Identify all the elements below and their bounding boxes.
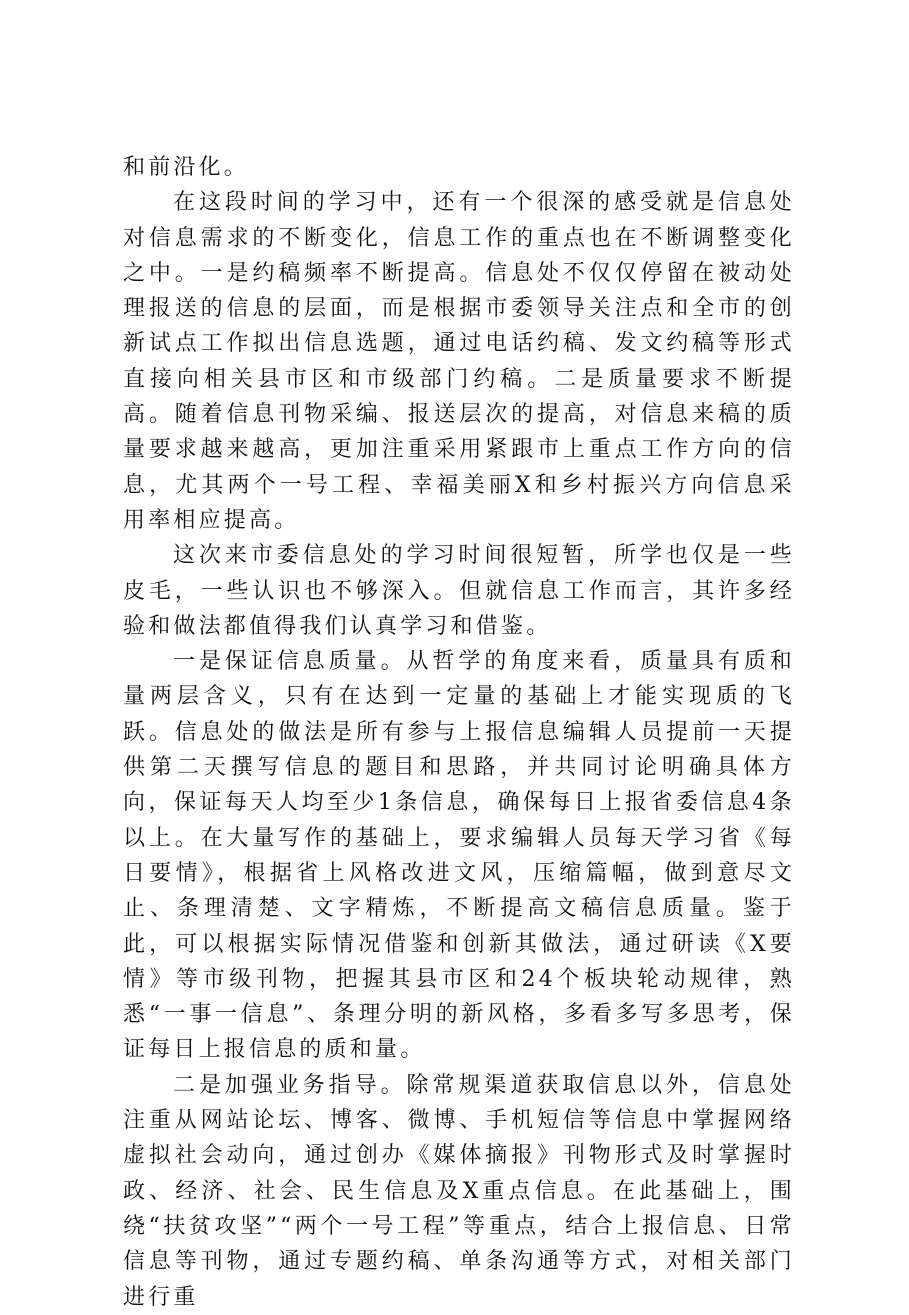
document-page: [123, 150, 795, 1315]
paragraph-business-guidance: 二是加强业务指导。除常规渠道获取信息以外，信息处注重从网站论坛、博客、微博、手机短信等信息中掌握网络虚拟社会动向，通过创办《媒体摘报》刊物形式及时掌握时政、经济、社会、民生信息及X重点信息。在此基础上，围绕“扶贫攻坚”“两个一号工程”等重点，结合上报信息、日常信息等刊物，通过专题约稿、单条沟通等方式，对相关部门进行重: [123, 1072, 795, 1310]
paragraph-continuation: 和前沿化。: [123, 155, 250, 180]
paragraph-info-demand-changes: 在这段时间的学习中，还有一个很深的感受就是信息处对信息需求的不断变化，信息工作的重点也在不断调整变化之中。一是约稿频率不断提高。信息处不仅仅停留在被动处理报送的信息的层面，而是根据市委领导关注点和全市的创新试点工作拟出信息选题，通过电话约稿、发文约稿等形式直接向相关县市区和市级部门约稿。二是质量要求不断提高。随着信息刊物采编、报送层次的提高，对信息来稿的质量要求越来越高，更加注重采用紧跟市上重点工作方向的信息，尤其两个一号工程、幸福美丽X和乡村振兴方向信息采用率相应提高。: [123, 190, 795, 533]
paragraph-ensure-quality: 一是保证信息质量。从哲学的角度来看，质量具有质和量两层含义，只有在达到一定量的基础上才能实现质的飞跃。信息处的做法是所有参与上报信息编辑人员提前一天提供第二天撰写信息的题目和思路，并共同讨论明确具体方向，保证每天人均至少1条信息，确保每日上报省委信息4条以上。在大量写作的基础上，要求编辑人员每天学习省《每日要情》，根据省上风格改进文风，压缩篇幅，做到意尽文止、条理清楚、文字精炼，不断提高文稿信息质量。鉴于此，可以根据实际情况借鉴和创新其做法，通过研读《X要情》等市级刊物，把握其县市区和24个板块轮动规律，熟悉“一事一信息”、条理分明的新风格，多看多写多思考，保证每日上报信息的质和量。: [123, 649, 795, 1063]
paragraph-study-summary: 这次来市委信息处的学习时间很短暂，所学也仅是一些皮毛，一些认识也不够深入。但就信息工作而言，其许多经验和做法都值得我们认真学习和借鉴。: [123, 543, 795, 639]
